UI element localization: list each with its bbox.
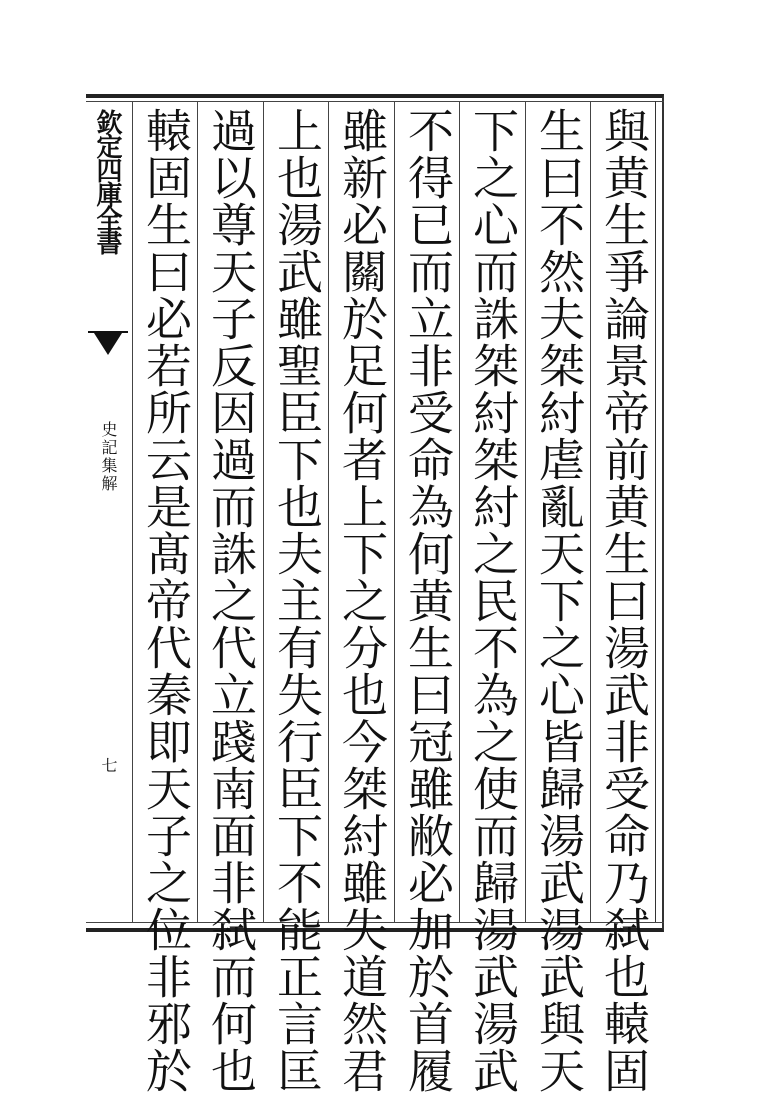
text-column-2 <box>525 101 590 1094</box>
text-columns <box>132 101 655 1094</box>
right-rule <box>655 101 656 922</box>
text-column-6 <box>263 101 328 1094</box>
column-text: 轅固生曰必若所云是髙帝代秦即天子之位非邪於 <box>139 107 193 1094</box>
column-text: 下之心而誅桀紂桀紂之民不為之使而歸湯武湯武 <box>466 107 520 1094</box>
text-column-1 <box>590 101 655 1094</box>
column-text: 生曰不然夫桀紂虐亂天下之心皆歸湯武湯武與天 <box>532 107 586 1094</box>
column-text: 與黄生爭論景帝前黄生曰湯武非受命乃弑也轅固 <box>597 107 651 1094</box>
text-column-7 <box>197 101 262 1094</box>
column-text: 雖新必關於足何者上下之分也今桀紂雖失道然君 <box>335 107 389 1094</box>
column-text: 上也湯武雖聖臣下也夫主有失行臣下不能正言匡 <box>270 107 324 1094</box>
text-column-5 <box>328 101 393 1094</box>
column-text: 不得已而立非受命為何黄生曰冠雖敝必加於首履 <box>401 107 455 1094</box>
fish-tail-icon <box>94 333 122 355</box>
column-text: 過以尊天子反因過而誅之代立踐南面非弑而何也 <box>204 107 258 1094</box>
book-banner: 欽定四庫全書 <box>92 109 122 253</box>
text-column-4 <box>394 101 459 1094</box>
leaf-number: 七 <box>99 757 118 773</box>
text-column-8 <box>132 101 197 1094</box>
margin-strip <box>86 101 130 922</box>
source-title: 史記集解 <box>99 421 118 493</box>
text-column-3 <box>459 101 524 1094</box>
